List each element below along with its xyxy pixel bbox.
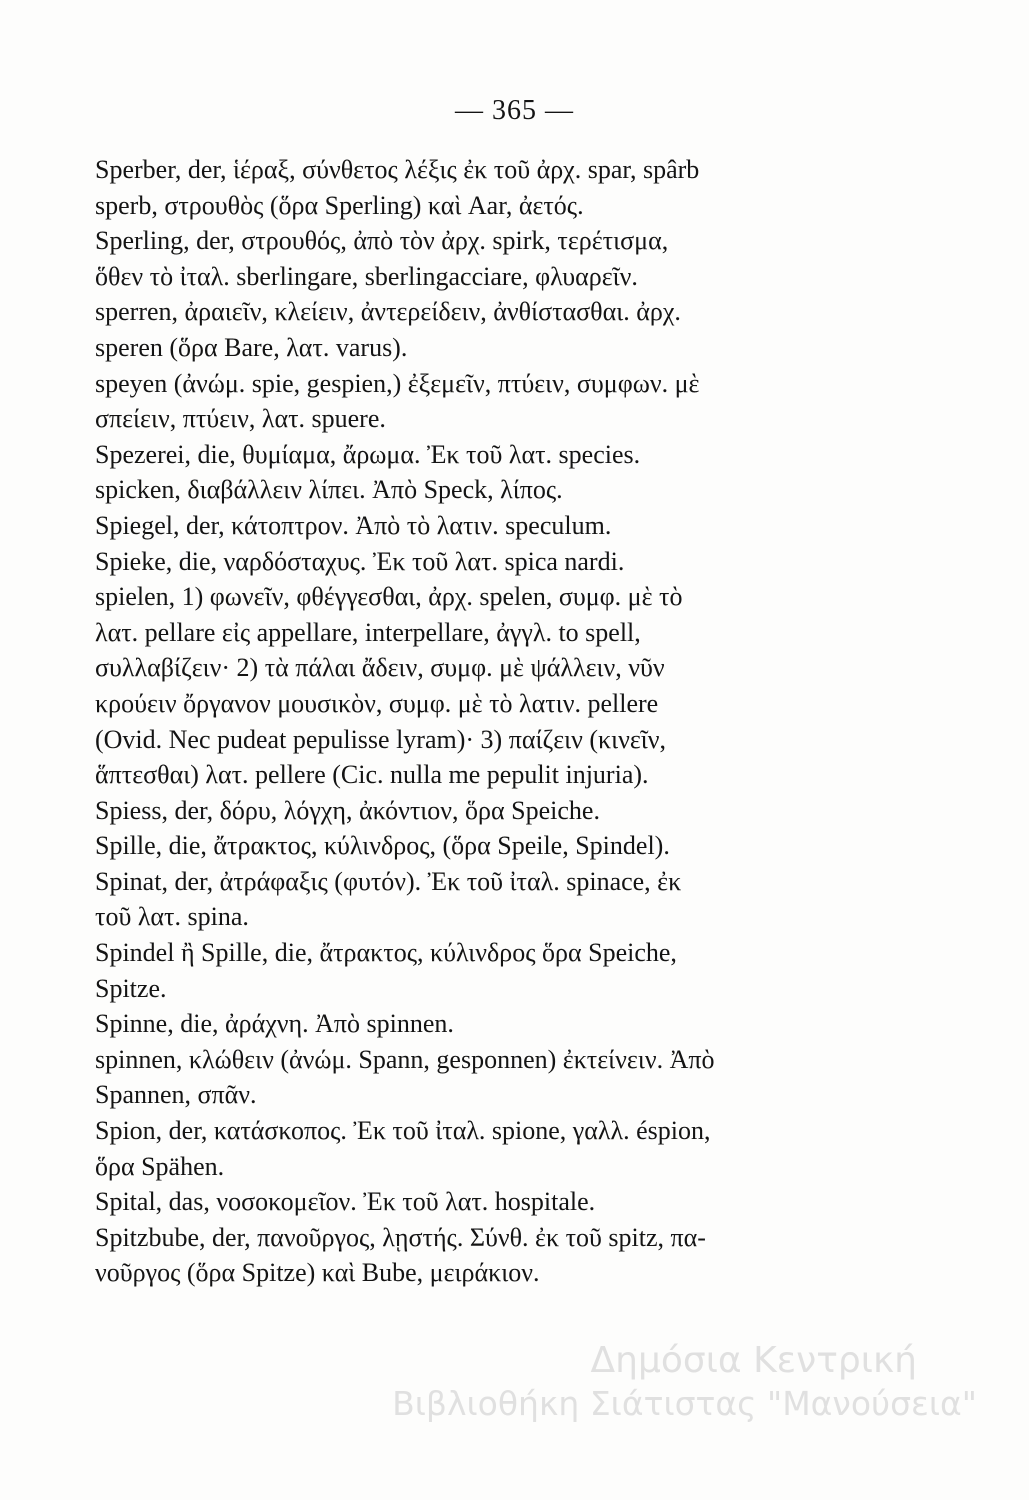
entry-line: Spannen, σπᾶν. [95, 1080, 257, 1110]
entry-line: Spitze. [95, 973, 167, 1003]
dictionary-entry [95, 508, 925, 544]
dictionary-entry [95, 935, 925, 1006]
dictionary-entry [95, 793, 925, 829]
entry-line: Spindel ἢ Spille, die, ἄτρακτος, κύλινδρος ὅρα Speiche, [95, 938, 677, 968]
entry-line: λατ. pellare εἰς appellare, interpellare, ἀγγλ. to spell, [95, 617, 641, 647]
entry-line: Spinat, der, ἀτράφαξις (φυτόν). Ἐκ τοῦ ἰταλ. spinace, ἐκ [95, 866, 682, 896]
entry-line: τοῦ λατ. spina. [95, 902, 249, 932]
dictionary-entry [95, 1006, 925, 1042]
entry-line: Spille, die, ἄτρακτος, κύλινδρος, (ὅρα Speile, Spindel). [95, 831, 670, 861]
watermark-line-1: Δημόσια Κεντρική [590, 1340, 917, 1381]
library-watermark [392, 1338, 977, 1424]
entry-line: συλλαβίζειν· 2) τὰ πάλαι ἄδειν, συμφ. μὲ ψάλλειν, νῦν [95, 653, 665, 683]
entry-line: σπείειν, πτύειν, λατ. spuere. [95, 404, 386, 434]
dictionary-entry [95, 152, 925, 223]
dictionary-entry [95, 864, 925, 935]
entry-line: Spieke, die, ναρδόσταχυς. Ἐκ τοῦ λατ. spica nardi. [95, 546, 625, 576]
entry-line: Spiess, der, δόρυ, λόγχη, ἀκόντιον, ὅρα Speiche. [95, 795, 600, 825]
dictionary-entry [95, 1184, 925, 1220]
dictionary-entry [95, 544, 925, 580]
entry-line: Spital, das, νοσοκομεῖον. Ἐκ τοῦ λατ. hospitale. [95, 1187, 596, 1217]
entry-line: speyen (ἀνώμ. spie, gespien,) ἐξεμεῖν, πτύειν, συμφων. μὲ [95, 368, 700, 398]
page-number: — 365 — [455, 95, 574, 126]
entry-line: sperb, στρουθὸς (ὅρα Sperling) καὶ Aar, ἀετός. [95, 190, 584, 220]
entry-line: sperren, ἀραιεῖν, κλείειν, ἀντερείδειν, ἀνθίστασθαι. ἀρχ. [95, 297, 681, 327]
entry-line: spielen, 1) φωνεῖν, φθέγγεσθαι, ἀρχ. spelen, συμφ. μὲ τὸ [95, 582, 683, 612]
dictionary-entry [95, 1220, 925, 1291]
entry-line: Sperling, der, στρουθός, ἀπὸ τὸν ἀρχ. spirk, τερέτισμα, [95, 226, 669, 256]
dictionary-entries [95, 152, 925, 1291]
dictionary-entry [95, 828, 925, 864]
dictionary-entry [95, 1113, 925, 1184]
entry-line: spinnen, κλώθειν (ἀνώμ. Spann, gesponnen) ἐκτείνειν. Ἀπὸ [95, 1044, 715, 1074]
entry-line: ὅθεν τὸ ἰταλ. sberlingare, sberlingacciare, φλυαρεῖν. [95, 261, 638, 291]
watermark-line-2: Βιβλιοθήκη Σιάτιστας "Μανούσεια" [392, 1384, 977, 1423]
dictionary-entry [95, 366, 925, 437]
entry-line: Spezerei, die, θυμίαμα, ἄρωμα. Ἐκ τοῦ λατ. species. [95, 439, 641, 469]
dictionary-entry [95, 437, 925, 473]
entry-line: Spion, der, κατάσκοπος. Ἐκ τοῦ ἰταλ. spione, γαλλ. éspion, [95, 1116, 711, 1146]
entry-line: ὅρα Spähen. [95, 1151, 225, 1181]
entry-line: (Ovid. Nec pudeat pepulisse lyram)· 3) παίζειν (κινεῖν, [95, 724, 667, 754]
entry-line: spicken, διαβάλλειν λίπει. Ἀπὸ Speck, λίπος. [95, 475, 563, 505]
dictionary-entry [95, 1042, 925, 1113]
entry-line: speren (ὅρα Bare, λατ. varus). [95, 332, 408, 362]
entry-line: νοῦργος (ὅρα Spitze) καὶ Bube, μειράκιον. [95, 1258, 540, 1288]
entry-line: ἅπτεσθαι) λατ. pellere (Cic. nulla me pepulit injuria). [95, 760, 649, 790]
dictionary-entry [95, 294, 925, 365]
entry-line: Sperber, der, ἱέραξ, σύνθετος λέξις ἐκ τοῦ ἀρχ. spar, spârb [95, 155, 700, 184]
entry-line: κρούειν ὄργανον μουσικὸν, συμφ. μὲ τὸ λατιν. pellere [95, 688, 659, 718]
entry-line: Spiegel, der, κάτοπτρον. Ἀπὸ τὸ λατιν. speculum. [95, 510, 612, 540]
entry-line: Spinne, die, ἀράχνη. Ἀπὸ spinnen. [95, 1009, 454, 1039]
entry-line: Spitzbube, der, πανοῦργος, λῃστής. Σύνθ. ἐκ τοῦ spitz, πα- [95, 1222, 706, 1252]
dictionary-entry [95, 472, 925, 508]
dictionary-entry [95, 579, 925, 793]
dictionary-entry [95, 223, 925, 294]
